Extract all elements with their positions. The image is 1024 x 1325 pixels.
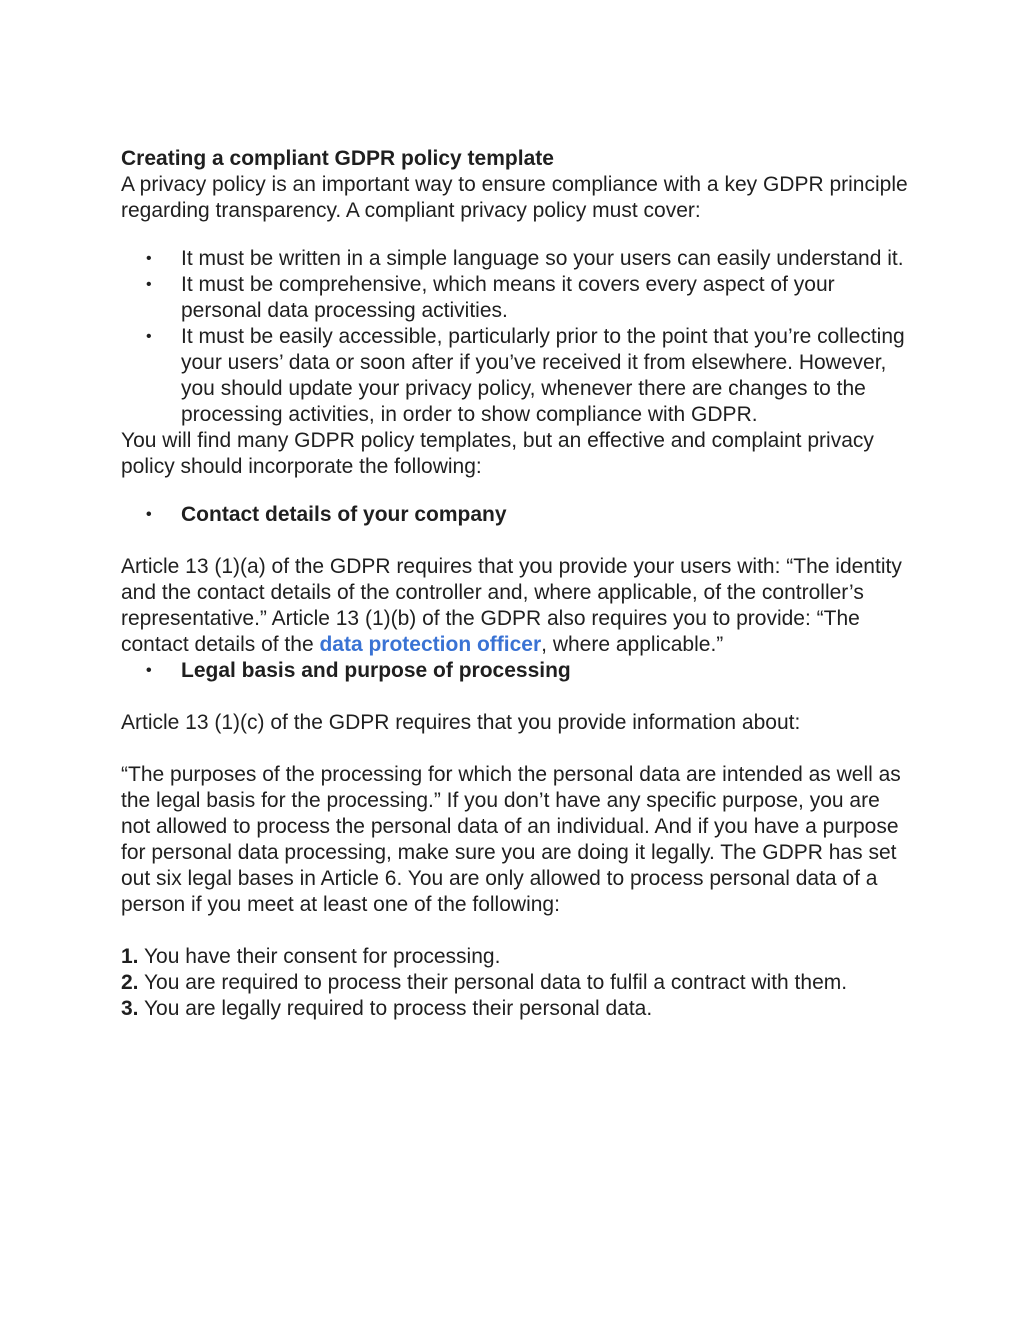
item-text: You are required to process their personal data to fulfil a contract with them.	[138, 971, 848, 994]
document-body	[121, 146, 911, 1022]
bullet-icon: •	[146, 662, 152, 679]
purposes-paragraph: “The purposes of the processing for which the personal data are intended as well as the legal basis for the processing.” If you don’t have any specific purpose, you are not allowed to process the personal data of an individual. And if you have a purpose for personal data processing, make sure you are doing it legally. The GDPR has set out six legal bases in Article 6. You are only allowed to process personal data of a person if you meet at least one of the following:	[121, 763, 901, 916]
list-item	[121, 502, 911, 528]
item-number: 1.	[121, 945, 139, 968]
legal-bases-list	[121, 944, 911, 1022]
intro-paragraph: A privacy policy is an important way to ensure compliance with a key GDPR principle regarding transparency. A compliant privacy policy must cover:	[121, 173, 908, 222]
item-number: 3.	[121, 997, 139, 1020]
list-item	[121, 246, 911, 272]
list-item-text: It must be comprehensive, which means it covers every aspect of your personal data processing activities.	[181, 273, 835, 322]
templates-paragraph: You will find many GDPR policy templates, but an effective and complaint privacy policy should incorporate the following:	[121, 429, 874, 478]
paragraph-text: Article 13 (1)(a) of the GDPR requires that you provide your users with: “The identity and the contact details of the controller and, where applicable, of the controller’s representative.” Article 13 (1)(b) of the GDPR also requires you to provide: “The contact details of the	[121, 555, 902, 656]
item-text: You have their consent for processing.	[138, 945, 501, 968]
list-item-text: It must be written in a simple language so your users can easily understand it.	[181, 247, 904, 270]
data-protection-officer-link[interactable]: data protection officer	[319, 633, 542, 656]
paragraph-text: , where applicable.”	[541, 633, 724, 656]
list-item	[121, 996, 911, 1022]
bullet-icon: •	[146, 250, 152, 267]
section-heading-list	[121, 502, 911, 528]
bullet-icon: •	[146, 276, 152, 293]
bullet-icon: •	[146, 506, 152, 523]
spacer	[121, 918, 911, 944]
list-item	[121, 324, 911, 428]
section-heading-list	[121, 658, 911, 684]
article-13-contact-paragraph	[121, 554, 911, 658]
requirements-list	[121, 246, 911, 428]
section-heading-contact: Contact details of your company	[181, 503, 507, 526]
list-item-text: It must be easily accessible, particularly prior to the point that you’re collecting your users’ data or soon after if you’ve received it from elsewhere. However, you should update your privacy policy, whenever there are changes to the processing activities, in order to show compliance with GDPR.	[181, 325, 905, 426]
list-item	[121, 658, 911, 684]
article-13-purpose-paragraph: Article 13 (1)(c) of the GDPR requires that you provide information about:	[121, 711, 801, 734]
item-text: You are legally required to process their personal data.	[138, 997, 653, 1020]
section-heading-legal-basis: Legal basis and purpose of processing	[181, 659, 571, 682]
list-item	[121, 944, 911, 970]
spacer	[121, 736, 911, 762]
item-number: 2.	[121, 971, 139, 994]
list-item	[121, 970, 911, 996]
bullet-icon: •	[146, 328, 152, 345]
spacer	[121, 684, 911, 710]
list-item	[121, 272, 911, 324]
spacer	[121, 224, 911, 246]
spacer	[121, 528, 911, 554]
spacer	[121, 480, 911, 502]
document-title: Creating a compliant GDPR policy template	[121, 147, 554, 170]
